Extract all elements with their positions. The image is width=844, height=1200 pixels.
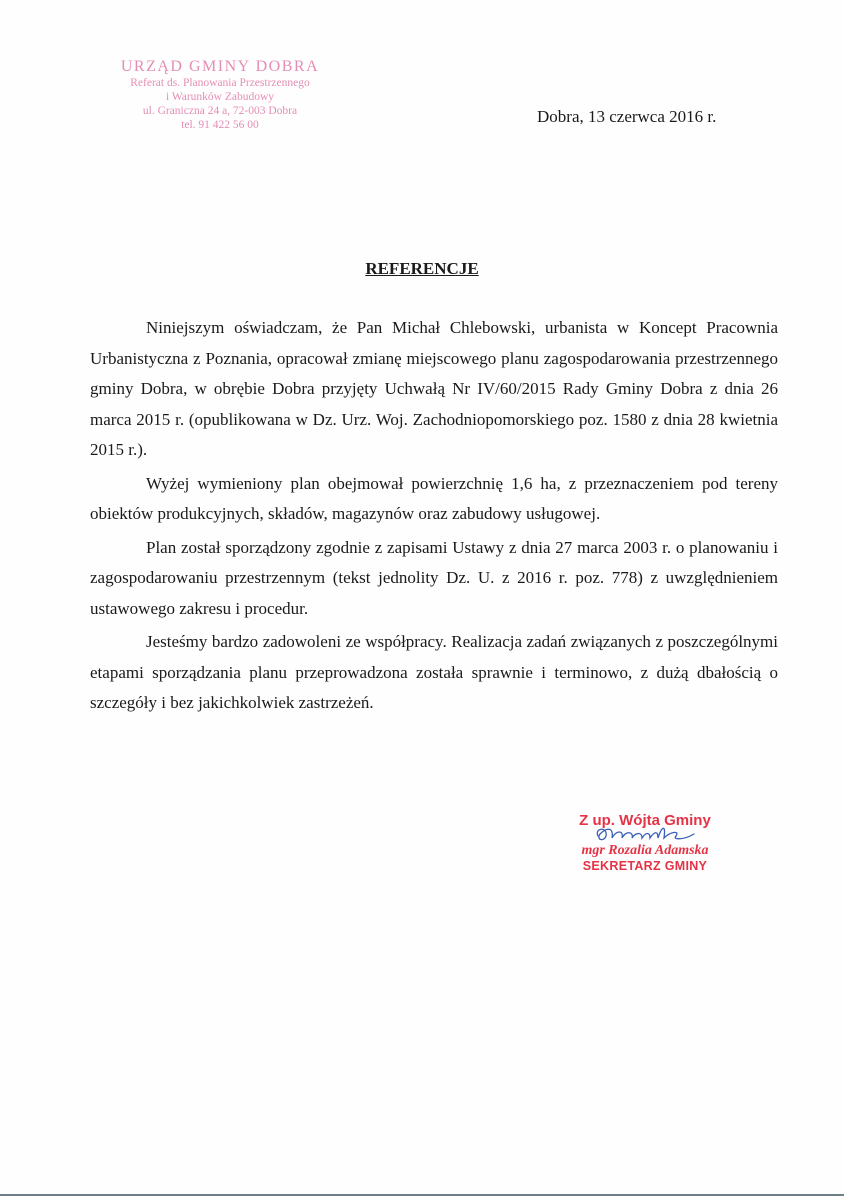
page-edge — [0, 1194, 844, 1196]
stamp-line: i Warunków Zabudowy — [165, 91, 275, 103]
document-title: REFERENCJE — [365, 259, 479, 278]
letter-date: Dobra, 13 czerwca 2016 r. — [537, 107, 717, 126]
paragraph: Plan został sporządzony zgodnie z zapisami Ustawy z dnia 27 marca 2003 r. o planowaniu i zagospodarowaniu przestrzennym (tekst jednolity Dz. U. z 2016 r. poz. 778) z uwzględnieniem ustawowego zakresu i procedur. — [90, 537, 778, 618]
signature-authority: Z up. Wójta Gminy — [579, 812, 711, 829]
stamp-title: URZĄD GMINY DOBRA — [120, 58, 320, 75]
stamp-line: ul. Graniczna 24 a, 72-003 Dobra — [142, 105, 298, 117]
paragraph: Niniejszym oświadczam, że Pan Michał Chlebowski, urbanista w Koncept Pracownia Urbanistyczna z Poznania, opracował zmianę miejscowego planu zagospodarowania przestrzennego gminy Dobra, w obrębie Dobra przyjęty Uchwałą Nr IV/60/2015 Rady Gminy Dobra z dnia 26 marca 2015 r. (opublikowana w Dz. Urz. Woj. Zachodniopomorskiego poz. 1580 z dnia 28 kwietnia 2015 r.). — [90, 318, 778, 459]
stamp-line: Referat ds. Planowania Przestrzennego — [130, 77, 310, 89]
signatory-name: mgr Rozalia Adamska — [581, 843, 709, 858]
stamp-line: tel. 91 422 56 00 — [181, 119, 259, 131]
paragraph: Jesteśmy bardzo zadowoleni ze współpracy. Realizacja zadań związanych z poszczególnymi etapami sporządzania planu przeprowadzona została sprawnie i terminowo, z dużą dbałością o szczegóły i bez jakichkolwiek zastrzeżeń. — [90, 632, 778, 712]
letter-body — [90, 313, 778, 719]
signatory-position: SEKRETARZ GMINY — [582, 859, 708, 873]
signature-stamp — [555, 812, 735, 874]
office-stamp — [100, 58, 340, 132]
paragraph: Wyżej wymieniony plan obejmował powierzchnię 1,6 ha, z przeznaczeniem pod tereny obiektów produkcyjnych, składów, magazynów oraz zabudowy usługowej. — [90, 473, 778, 523]
